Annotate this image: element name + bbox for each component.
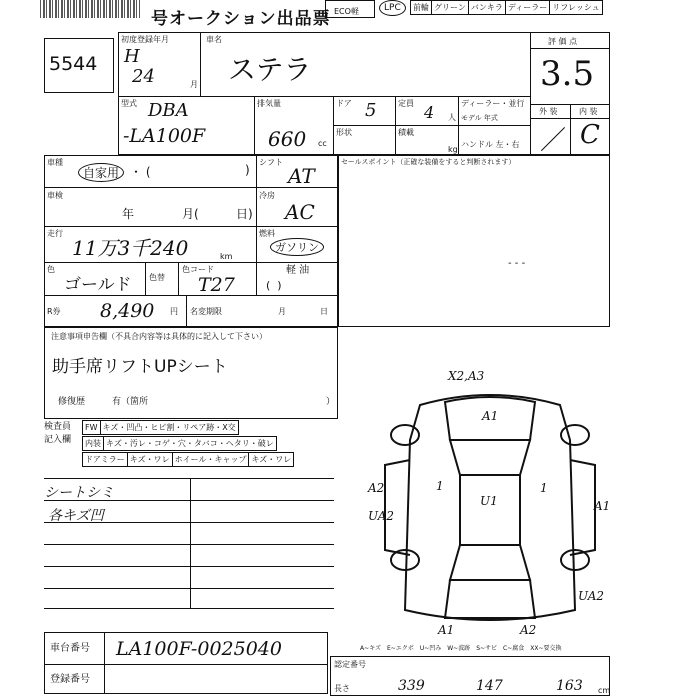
first-reg-label: 初度登録年月	[121, 35, 169, 44]
tax-label: 名変期限	[190, 307, 222, 316]
usage-label: 車種	[47, 158, 63, 167]
shape-label: 形状	[336, 128, 352, 137]
capacity-value: 4	[424, 103, 435, 122]
first-reg-era: H	[124, 46, 140, 67]
wheel-front-left	[391, 425, 419, 445]
sales-point-box	[338, 155, 610, 327]
mark-u1-roof: U1	[480, 494, 498, 508]
extra-note-1: シートシミ	[44, 485, 114, 501]
exterior-value: ／	[540, 126, 567, 156]
wheel-front-right	[561, 425, 589, 445]
model-value-1: DBA	[148, 100, 189, 121]
mark-ua2-rear: UA2	[578, 589, 605, 603]
first-reg-year: 24	[132, 66, 155, 87]
mark-1-left: 1	[436, 479, 444, 493]
doors-label: ドア	[336, 99, 352, 108]
header-title: 号オークション出品票	[151, 9, 331, 29]
mileage-value: 11万3千240	[72, 236, 189, 260]
mark-a1-hood: A1	[482, 409, 499, 423]
recycle-unit: 円	[170, 307, 178, 316]
eco-label: ECO軽	[334, 7, 359, 16]
inspector-wheel-items: キズ・ワレ	[248, 452, 294, 467]
first-reg-month-unit: 月	[190, 80, 198, 89]
fuel-paren: ( )	[266, 279, 282, 292]
dim-unit: cm	[598, 686, 611, 695]
inspector-mirror-items: キズ・ワレ	[127, 452, 173, 467]
inspector-row-1	[82, 420, 238, 435]
registration-label: 登録番号	[50, 674, 90, 685]
flag-green: グリーン	[431, 0, 469, 15]
ac-label: 冷房	[259, 191, 275, 200]
repair-label: 修復歴	[58, 397, 86, 407]
mileage-label: 走行	[47, 229, 63, 238]
car-rear-window	[450, 545, 530, 580]
model-value-2: -LA100F	[123, 125, 206, 147]
handle-label: ハンドル 左・右	[461, 140, 520, 149]
load-label: 積載	[398, 128, 414, 137]
usage-paren-close: )	[245, 163, 250, 177]
flag-dealer: ディーラー	[505, 0, 550, 15]
recycle-value: 8,490	[100, 300, 155, 322]
model-label: 型式	[121, 99, 137, 108]
inspector-mirror: ドアミラー	[82, 452, 128, 467]
interior-label: 内 装	[579, 107, 598, 116]
color-change-label: 色替	[149, 273, 165, 282]
fuel-value: ガソリン	[270, 238, 324, 256]
car-trunk	[445, 580, 535, 618]
exterior-label: 外 装	[539, 107, 558, 116]
mark-ua2-left: UA2	[368, 509, 395, 523]
color-code-label: 色コード	[182, 265, 214, 274]
chassis-label: 車台番号	[50, 643, 90, 654]
fuel-alt-label: 軽 油	[286, 265, 310, 276]
diagram-legend: A~キズ E~エクボ U~凹み W~波跡 S~サビ C~腐食 XX~要交換	[360, 645, 562, 652]
shaken-label: 車検	[47, 191, 63, 200]
color-label: 色	[47, 265, 55, 274]
shift-value: AT	[288, 164, 315, 188]
recycle-label: R券	[47, 307, 61, 316]
shift-label: シフト	[259, 158, 283, 167]
header-logo-block	[38, 0, 150, 24]
displacement-unit: cc	[318, 139, 327, 148]
displacement-label: 排気量	[257, 99, 281, 108]
inspector-fw: FW	[82, 420, 101, 435]
mark-a1-bottom: A1	[438, 623, 455, 637]
dim-length: 339	[398, 678, 425, 694]
fuel-label: 燃料	[259, 229, 275, 238]
extra-note-2: 各キズ凹	[48, 508, 104, 524]
tax-day: 日	[320, 307, 328, 316]
color-code-value: T27	[198, 274, 235, 296]
dealer-label: ディーラー・並行	[461, 99, 525, 108]
flag-refresh: リフレッシュ	[549, 0, 602, 15]
top-flags	[410, 0, 602, 15]
capacity-unit: 人	[448, 113, 456, 122]
lpc-badge: LPC	[379, 0, 406, 16]
inspector-row-3	[82, 452, 293, 467]
header-barcode	[40, 0, 140, 18]
ac-value: AC	[285, 200, 315, 224]
inspector-row-2	[82, 436, 276, 451]
sales-point-dots: - - -	[508, 258, 526, 269]
chassis-value: LA100F-0025040	[116, 638, 282, 660]
inspector-fw-items: キズ・凹凸・ヒビ割・リペア跡・X交	[100, 420, 239, 435]
dim-height: 163	[556, 678, 583, 694]
car-roof	[460, 475, 520, 545]
mark-x2a3: X2,A3	[448, 369, 485, 383]
car-diagram	[360, 369, 620, 640]
interior-value: C	[580, 120, 600, 150]
displacement-value: 660	[268, 127, 307, 151]
shaken-day: 日)	[236, 207, 253, 221]
repair-value: 有（箇所	[112, 397, 149, 407]
capacity-label: 定員	[398, 99, 414, 108]
notes-text: 助手席リフトUPシート	[52, 357, 228, 377]
mark-a2-bottom: A2	[520, 623, 537, 637]
mark-a2-left: A2	[368, 481, 385, 495]
mark-a1-right: A1	[594, 499, 611, 513]
inspector-label-1: 検査員	[44, 422, 72, 432]
tax-month: 月	[278, 307, 286, 316]
color-value: ゴールド	[64, 275, 132, 295]
score-value: 3.5	[540, 54, 595, 94]
flag-front: 前輪	[410, 0, 432, 15]
doors-value: 5	[365, 100, 377, 121]
mark-1-right: 1	[540, 481, 548, 495]
repair-close: ）	[326, 397, 336, 407]
dimensions-label-1: 認定番号	[334, 660, 366, 669]
mileage-unit: km	[220, 252, 233, 261]
car-name-value: ステラ	[228, 53, 312, 86]
model-code-label: モデル 年式	[461, 114, 498, 122]
usage-value: 自家用	[78, 163, 124, 182]
usage-paren: ・ (	[130, 165, 151, 179]
lot-number-box	[44, 38, 114, 93]
shaken-month: 月(	[182, 207, 199, 221]
lot-number: 5544	[49, 53, 98, 75]
load-unit: kg	[448, 145, 458, 154]
notes-label: 注意事項申告欄（不具合内容等は具体的に記入して下さい）	[51, 332, 267, 341]
dimensions-label-2: 長さ	[334, 684, 350, 693]
dim-width: 147	[476, 678, 503, 694]
shaken-year: 年	[122, 207, 135, 221]
inspector-interior: 内装	[82, 436, 104, 451]
inspector-interior-items: キズ・汚レ・コゲ・穴・タバコ・ヘタリ・破レ	[103, 436, 277, 451]
score-label: 評 価 点	[548, 37, 578, 46]
flag-bankira: バンキラ	[468, 0, 506, 15]
sales-point-label: セールスポイント（正確な装備をすると判断されます）	[341, 158, 516, 166]
car-name-label: 車名	[206, 35, 222, 44]
car-windshield	[450, 440, 530, 475]
header-eco-box	[325, 0, 375, 18]
inspector-wheel: ホイール・キャップ	[172, 452, 250, 467]
inspector-label-2: 記入欄	[44, 435, 72, 445]
